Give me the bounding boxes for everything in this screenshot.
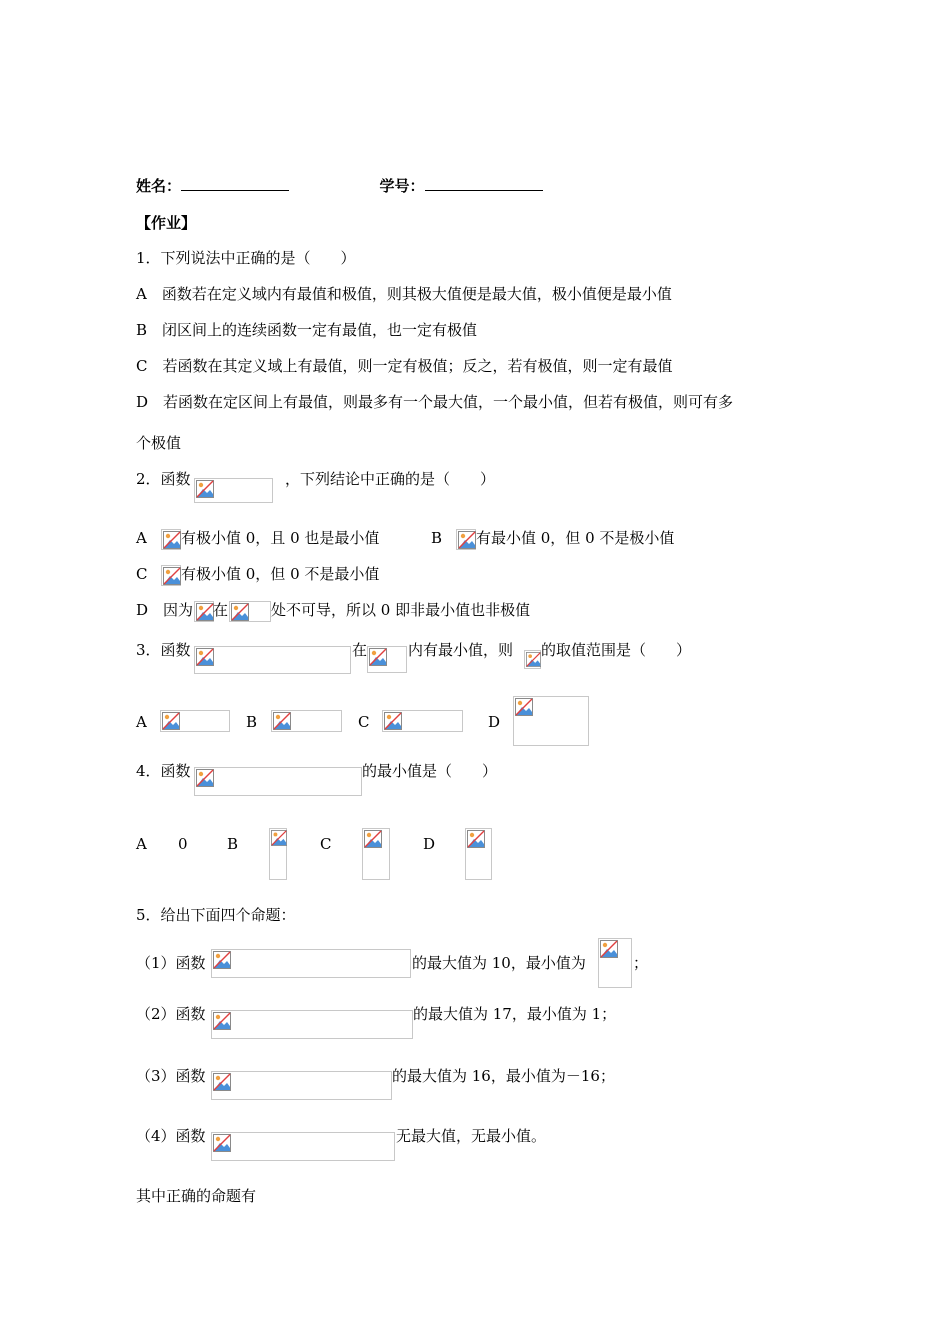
formula-image [367, 646, 407, 673]
name-blank[interactable] [181, 176, 289, 191]
broken-image-icon [271, 830, 287, 846]
broken-image-icon [163, 567, 181, 585]
broken-image-icon [384, 712, 402, 730]
formula-image [362, 828, 390, 880]
q5-p3-start: （3）函数 [136, 1067, 206, 1085]
broken-image-icon [213, 1012, 231, 1030]
broken-image-icon [467, 830, 485, 848]
formula-image [194, 478, 273, 503]
formula-image [465, 828, 492, 880]
q3-stem-mid: 内有最小值，则 [408, 641, 514, 659]
broken-image-icon [163, 567, 181, 585]
broken-image-icon [526, 652, 541, 667]
q3-a-label: A [136, 713, 147, 731]
broken-image-icon [196, 603, 214, 621]
broken-image-icon [196, 648, 214, 666]
broken-image-icon [196, 769, 214, 787]
q5-p1-end: ； [633, 954, 649, 972]
homework-title: 【作业】 [136, 214, 197, 232]
formula-image [269, 828, 287, 880]
q2-b-label: B [431, 529, 443, 547]
q4-stem-start: 4．函数 [136, 762, 191, 780]
q5-stem: 5．给出下面四个命题： [136, 906, 296, 924]
broken-image-icon [196, 648, 214, 666]
q2-a-label: A [136, 529, 147, 547]
q5-p2-start: （2）函数 [136, 1005, 206, 1023]
broken-image-icon [273, 712, 291, 730]
student-id-blank[interactable] [425, 176, 543, 191]
broken-image-icon [467, 830, 485, 848]
broken-image-icon [196, 603, 214, 621]
q4-d-label: D [423, 835, 436, 853]
formula-image [194, 601, 214, 622]
broken-image-icon [213, 951, 231, 969]
formula-image [211, 1010, 413, 1039]
broken-image-icon [364, 830, 382, 848]
formula-image [271, 710, 342, 732]
q2-d-label: D 因为 [136, 601, 194, 619]
q2-d-text: 处不可导，所以 0 即非最小值也非极值 [271, 601, 531, 619]
q3-c-label: C [358, 713, 370, 731]
broken-image-icon [213, 951, 231, 969]
broken-image-icon [213, 1134, 231, 1152]
broken-image-icon [162, 712, 180, 730]
q3-b-label: B [246, 713, 258, 731]
broken-image-icon [163, 531, 181, 549]
q1-option-c: C 若函数在其定义域上有最值，则一定有极值；反之，若有极值，则一定有最值 [136, 357, 673, 375]
broken-image-icon [196, 769, 214, 787]
q1-option-b: B 闭区间上的连续函数一定有最值，也一定有极值 [136, 321, 478, 339]
formula-image [513, 696, 589, 746]
q2-b-text: 有最小值 0，但 0 不是极小值 [476, 529, 675, 547]
broken-image-icon [600, 940, 618, 958]
name-label: 姓名： [136, 177, 182, 195]
broken-image-icon [213, 1134, 231, 1152]
formula-image [211, 1071, 392, 1100]
q1-option-d: D 若函数在定区间上有最值，则最多有一个最大值，一个最小值，但若有极值，则可有多 [136, 393, 734, 411]
broken-image-icon [231, 603, 249, 621]
broken-image-icon [364, 830, 382, 848]
student-info-line [136, 176, 543, 196]
q4-b-label: B [227, 835, 239, 853]
broken-image-icon [196, 480, 214, 498]
q3-stem-end: 的取值范围是（ ） [541, 641, 692, 659]
q4-c-label: C [320, 835, 332, 853]
formula-image [161, 529, 181, 550]
q4-a-label: A [136, 835, 147, 853]
formula-image [211, 1132, 395, 1161]
formula-image [161, 565, 181, 586]
q1-stem: 1．下列说法中正确的是（ ） [136, 249, 356, 267]
broken-image-icon [458, 531, 476, 549]
q2-stem-start: 2．函数 [136, 470, 191, 488]
formula-image [160, 710, 230, 732]
formula-image [524, 650, 541, 669]
q2-d-mid: 在 [213, 601, 229, 619]
q1-option-a: A 函数若在定义域内有最值和极值，则其极大值便是最大值，极小值便是最小值 [136, 285, 672, 303]
q4-a-value: 0 [178, 835, 188, 853]
formula-image [211, 949, 411, 978]
q2-stem-end: ，下列结论中正确的是（ ） [285, 470, 496, 488]
q5-conclusion: 其中正确的命题有 [136, 1187, 257, 1205]
broken-image-icon [213, 1073, 231, 1091]
q3-d-label: D [488, 713, 501, 731]
q1-option-d-continued: 个极值 [136, 434, 182, 452]
formula-image [456, 529, 476, 550]
q2-a-text: 有极小值 0，且 0 也是最小值 [181, 529, 380, 547]
broken-image-icon [213, 1073, 231, 1091]
q3-stem-in: 在 [352, 641, 368, 659]
q5-p4-end: 无最大值，无最小值。 [396, 1127, 547, 1145]
broken-image-icon [369, 648, 387, 666]
q5-p2-end: 的最大值为 17，最小值为 1； [413, 1005, 617, 1023]
q3-stem-start: 3．函数 [136, 641, 191, 659]
broken-image-icon [384, 712, 402, 730]
q2-c-label: C [136, 565, 148, 583]
broken-image-icon [515, 698, 533, 716]
broken-image-icon [369, 648, 387, 666]
formula-image [194, 646, 351, 674]
q5-p1-mid: 的最大值为 10，最小值为 [412, 954, 586, 972]
broken-image-icon [231, 603, 249, 621]
q5-p4-start: （4）函数 [136, 1127, 206, 1145]
student-id-label: 学号： [379, 177, 425, 195]
formula-image [194, 767, 362, 796]
broken-image-icon [196, 480, 214, 498]
q5-p3-end: 的最大值为 16，最小值为－16； [392, 1067, 615, 1085]
formula-image [598, 938, 632, 988]
formula-image [229, 601, 271, 622]
broken-image-icon [162, 712, 180, 730]
broken-image-icon [526, 652, 541, 667]
broken-image-icon [163, 531, 181, 549]
q4-stem-end: 的最小值是（ ） [362, 762, 498, 780]
broken-image-icon [600, 940, 618, 958]
formula-image [382, 710, 463, 732]
broken-image-icon [458, 531, 476, 549]
broken-image-icon [213, 1012, 231, 1030]
broken-image-icon [515, 698, 533, 716]
broken-image-icon [271, 830, 287, 846]
q5-p1-start: （1）函数 [136, 954, 206, 972]
broken-image-icon [273, 712, 291, 730]
q2-c-text: 有极小值 0，但 0 不是最小值 [181, 565, 380, 583]
